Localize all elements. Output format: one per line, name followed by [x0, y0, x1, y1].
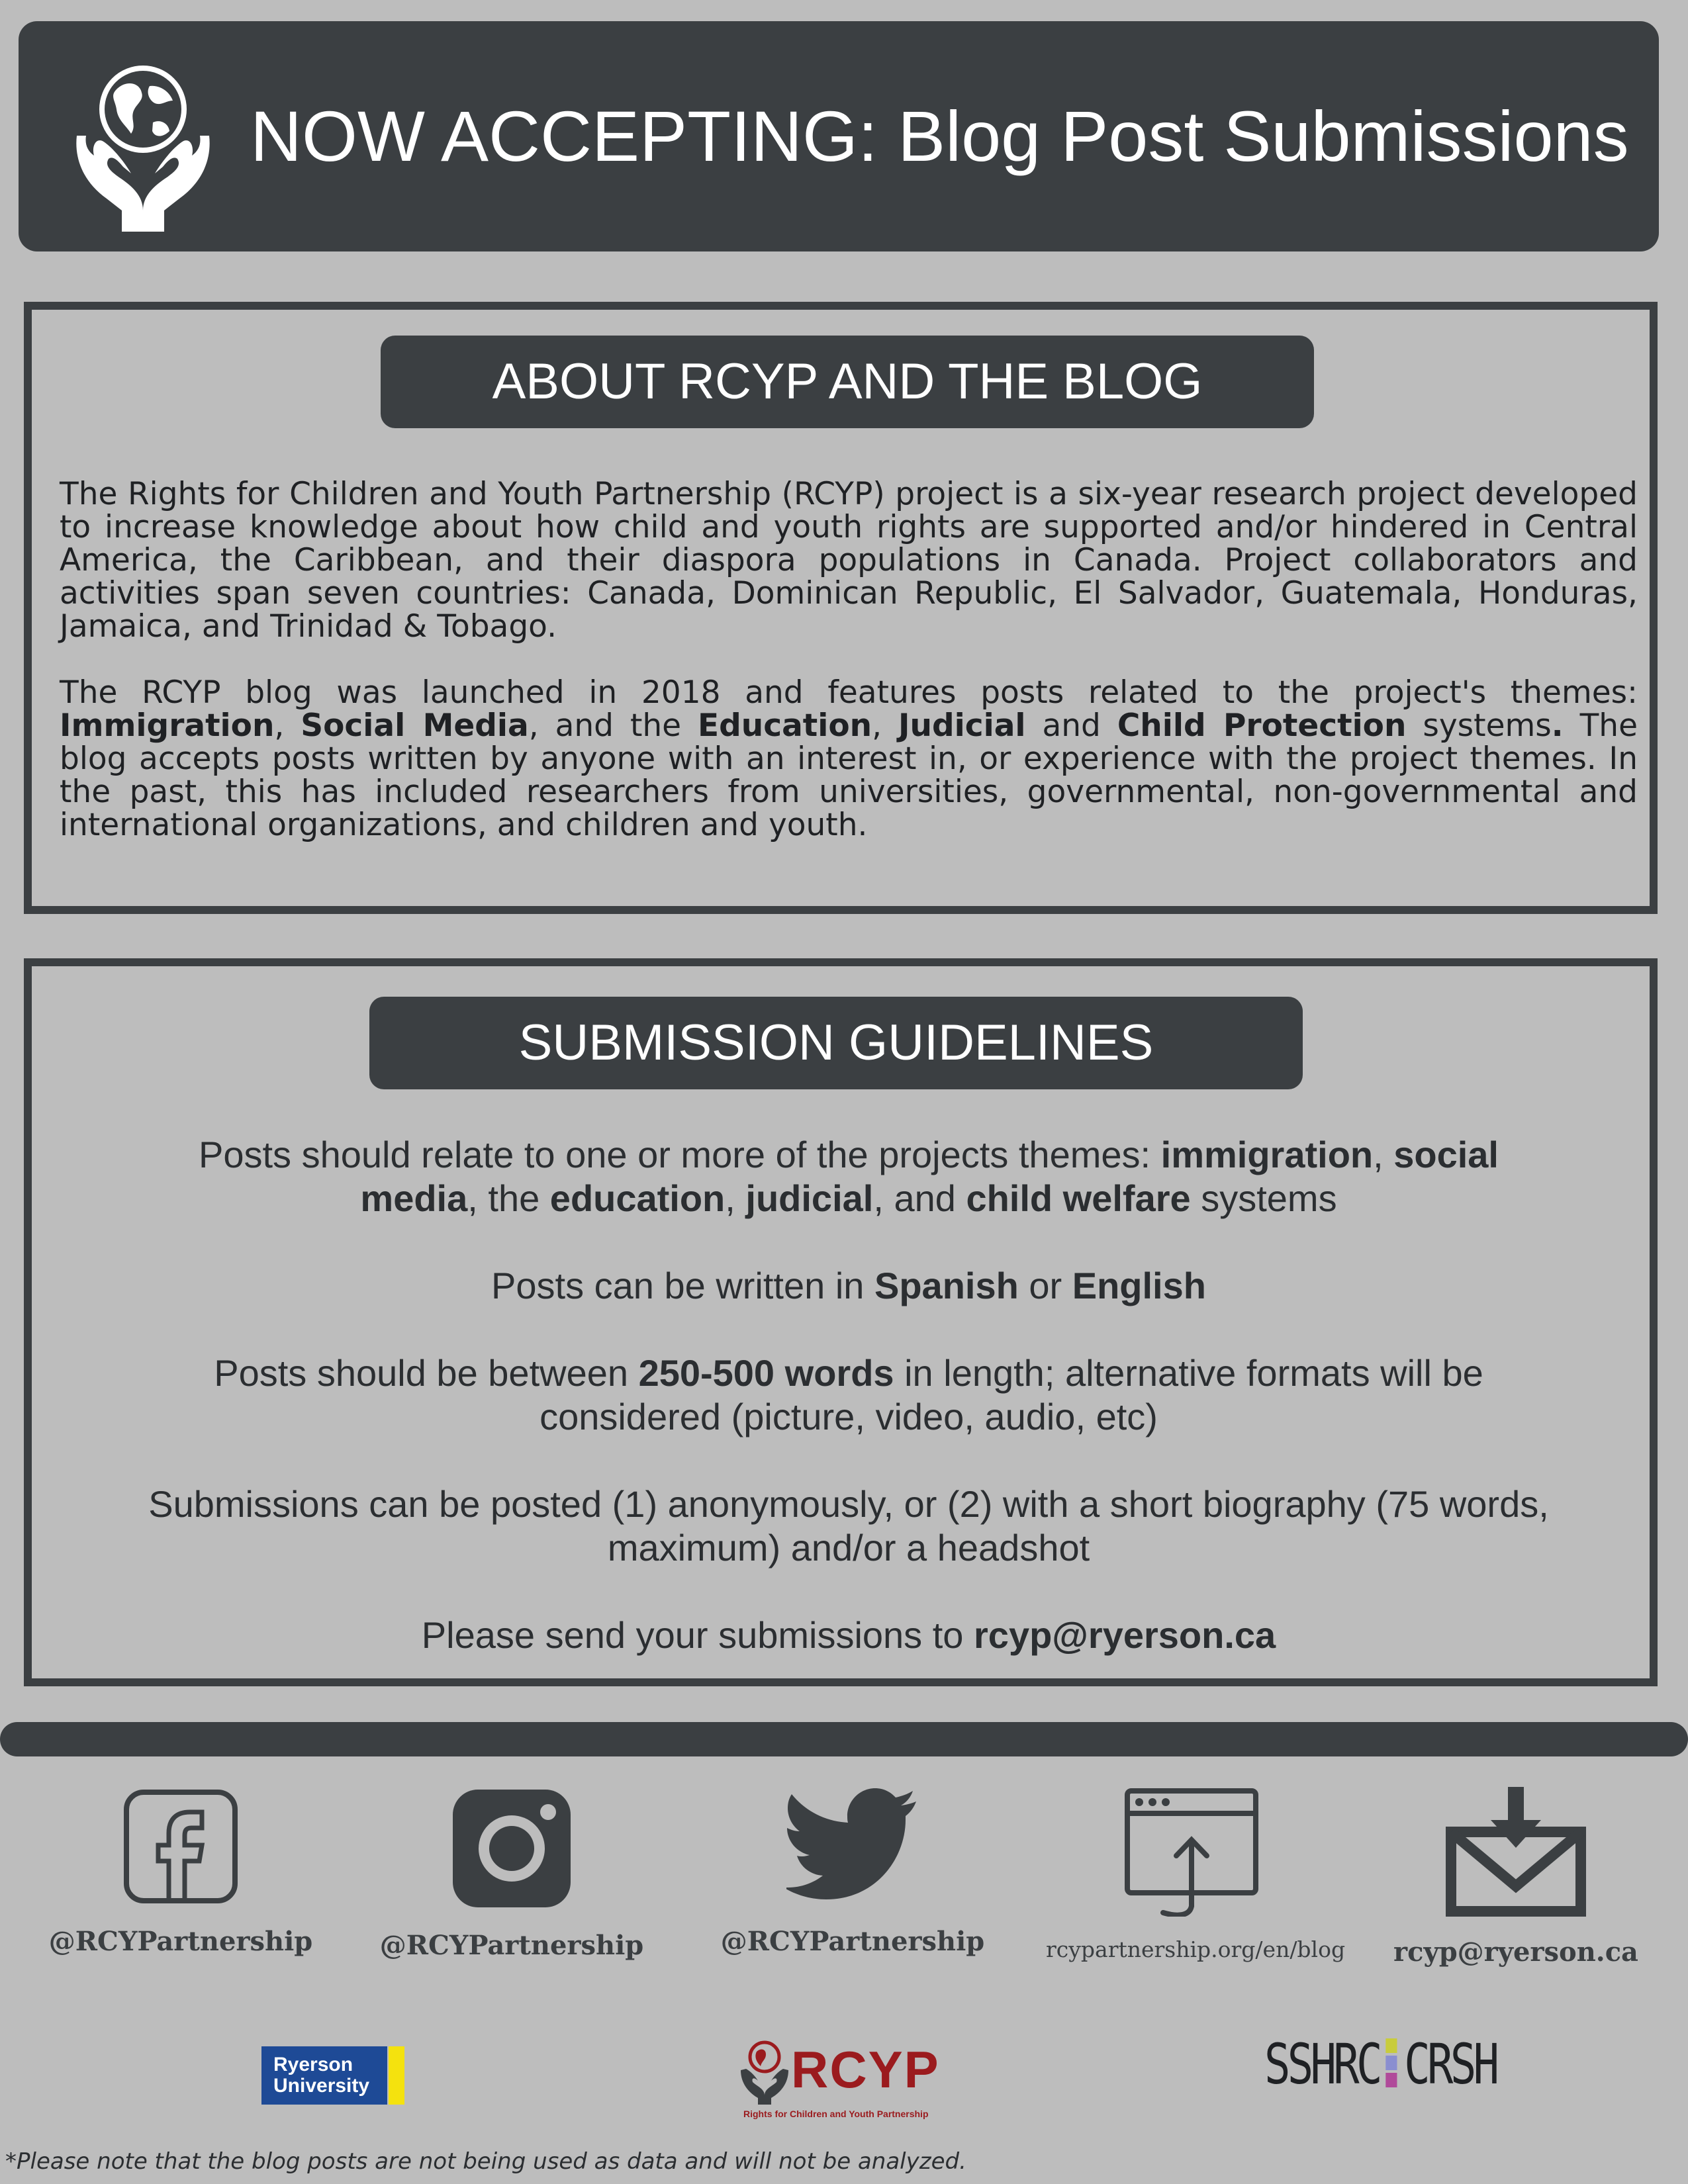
social-instagram[interactable] [366, 1787, 657, 1961]
ryerson-university-logo: Ryerson University [261, 2046, 407, 2105]
footnote: *Please note that the blog posts are not being used as data and will not be analyzed. [5, 2148, 966, 2175]
instagram-handle[interactable]: @RCYPartnership [379, 1930, 644, 1961]
about-paragraph-1: The Rights for Children and Youth Partnership (RCYP) project is a six-year research project developed to increase knowledge about how child and youth rights are supported and/or hindered in Central America, the Caribbean, and their diaspora populations in Canada. Project collaborators and activities span seven countries: Canada, Dominican Republic, El Salvador, Guatemala, Honduras, Jamaica, and Trinidad & Tobago. [60, 476, 1638, 645]
guidelines-body [71, 1133, 1626, 1701]
facebook-handle[interactable]: @RCYPartnership [48, 1926, 313, 1957]
header-banner [19, 21, 1659, 251]
guideline-anonymity: Submissions can be posted (1) anonymously, or (2) with a short biography (75 words, maximum) and/or a headshot [148, 1483, 1549, 1569]
about-heading: ABOUT RCYP AND THE BLOG [381, 336, 1314, 428]
guidelines-section [24, 958, 1658, 1686]
rcyp-globe-hands-icon [738, 2040, 791, 2106]
about-paragraph-2: The RCYP blog was launched in 2018 and features posts related to the project's themes: Immigration, Social Media, and the Education, Judicial and Child Protection systems. The blog accepts posts written by anyone with an interest in, or experience with the project themes. In the past, this has included researchers from universities, governmental, non-governmental and international organizations, and children and youth. [60, 674, 1638, 843]
divider-bar [0, 1722, 1688, 1756]
guideline-themes: Posts should relate to one or more of the projects themes: immigration, social media, the education, judicial, and child welfare systems [198, 1134, 1499, 1219]
hands-holding-globe-icon [70, 60, 216, 238]
mail-download-icon [1443, 1787, 1589, 1917]
guideline-contact: Please send your submissions to rcyp@ryerson.ca [421, 1614, 1276, 1656]
twitter-handle[interactable]: @RCYPartnership [720, 1926, 985, 1957]
email-link[interactable]: rcyp@ryerson.ca [1393, 1936, 1638, 1968]
about-section [24, 302, 1658, 914]
facebook-icon [121, 1787, 240, 1906]
rcyp-tagline: Rights for Children and Youth Partnership [743, 2109, 929, 2119]
social-email[interactable] [1370, 1787, 1662, 1968]
website-link[interactable]: rcypartnership.org/en/blog [1046, 1936, 1346, 1962]
about-body [60, 478, 1638, 875]
website-upload-icon [1123, 1787, 1260, 1917]
social-facebook[interactable] [35, 1787, 326, 1957]
sshrc-crsh-logo: SSHRC CRSH [1264, 2032, 1497, 2097]
social-twitter[interactable] [707, 1787, 998, 1957]
page-title: NOW ACCEPTING: Blog Post Submissions [250, 96, 1629, 176]
rcyp-wordmark: RCYP [791, 2040, 940, 2099]
twitter-icon [786, 1787, 919, 1906]
guideline-languages: Posts can be written in Spanish or English [491, 1265, 1206, 1306]
guideline-length: Posts should be between 250-500 words in length; alternative formats will be considered (picture, video, audio, etc) [214, 1352, 1483, 1437]
guidelines-heading: SUBMISSION GUIDELINES [369, 997, 1303, 1089]
social-website[interactable] [1046, 1787, 1346, 1962]
rcyp-logo [738, 2040, 950, 2126]
instagram-icon [450, 1787, 573, 1910]
